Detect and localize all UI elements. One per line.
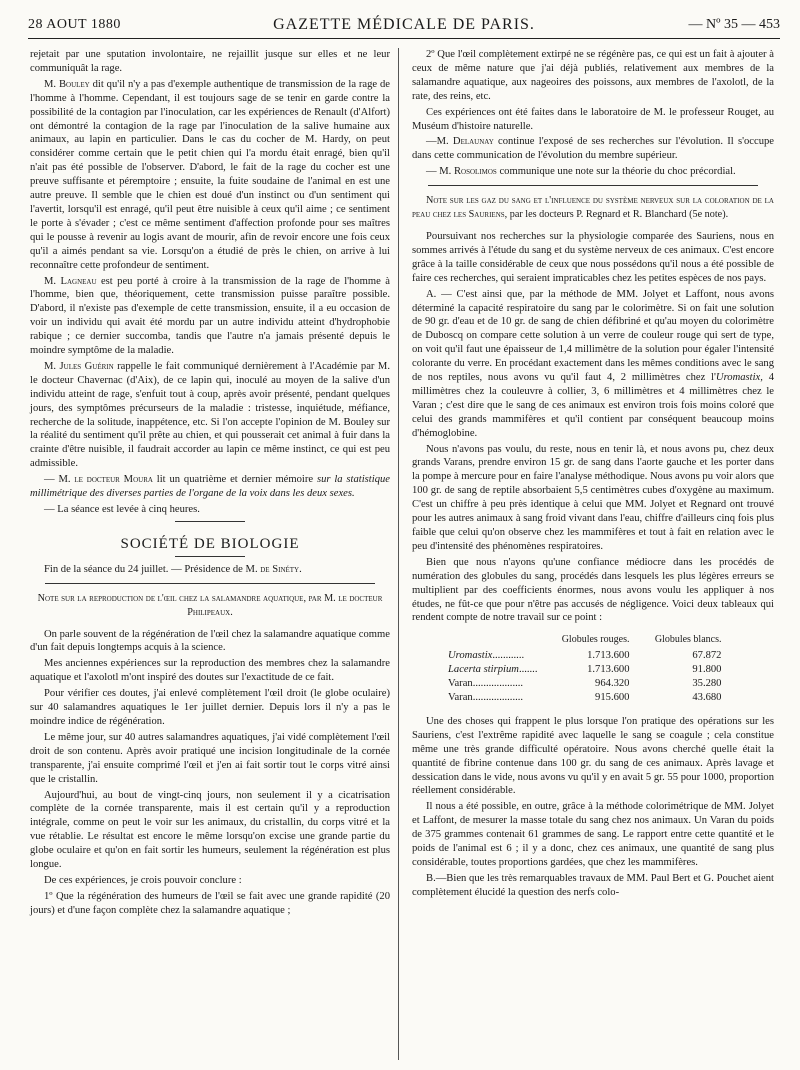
note-title-text: Note sur les gaz du sang et l'influence du système nerveux sur la coloration de la peau chez les Sauriens, <box>412 195 774 221</box>
paragraph: On parle souvent de la régénération de l'œil chez la salamandre aquatique comme d'un fait depuis longtemps acquis à la science. <box>30 628 390 654</box>
paragraph-text: est peu porté à croire à la transmission de la rage de l'homme à l'homme, bien que, théoriquement, cette transmission puisse paraître possible. D'abord, il n'existe pas d'exemple de cette transmission, ensuite, il a eu occasion de voir un individu qui avait été mordu par un autre individu atteint d'hydrophobie rabique ; ce dernier succomba, tandis que l'autre n'a jamais présenté depuis le moindre symptôme de la maladie. <box>30 275 390 357</box>
paragraph: Aujourd'hui, au bout de vingt-cinq jours, non seulement il y a cicatrisation complète de la cornée transparente, mais il est certain qu'il y a reproduction intégrale, comme on peut le voir sur les animaux, du cristallin, du corps vitré et la vue rétablie. Le résultat est encore le même lorsqu'on excise une grande partie du globe oculaire et qu'on en fait sortir les humeurs, seulement la régénération est plus longue. <box>30 789 390 871</box>
paragraph <box>30 78 390 273</box>
species-name: Varan <box>448 678 473 690</box>
paragraph: Poursuivant nos recherches sur la physiologie comparée des Sauriens, nous en sommes arrivés à l'étude du sang et du système nerveux de ces animaux. C'est encore grâce à la taille considérable de ceux que nous possédons qu'il nous a été possible de faire ces recherches, qui seraient impraticables chez les petites espèces de nos pays. <box>412 230 774 284</box>
table-header-row <box>442 633 727 649</box>
species-cell <box>442 663 543 677</box>
note-authors: par les docteurs P. Regnard et R. Blanchard (5e note). <box>509 209 729 221</box>
speaker-name: M. Jules Guérin <box>44 360 114 372</box>
table-row <box>442 677 727 691</box>
paragraph: Le même jour, sur 40 autres salamandres aquatiques, j'ai vidé complètement l'œil droit de son contenu. Après avoir pratiqué une incision longitudinale de la cornée transparente, j'ai ensuite comprimé l'œil et j'en ai fait sortir tout le corps vitré ainsi que le cristallin. <box>30 731 390 785</box>
note-title: Note sur la reproduction de l'œil chez la salamandre aquatique, par M. le docteur Philipeaux. <box>37 592 383 618</box>
paragraph: Pour vérifier ces doutes, j'ai enlevé complètement l'œil droit (le globe oculaire) sur 40 salamandres aquatiques le 1er juillet dernier. Depuis lors il n'y a pas le moindre indice de régénération. <box>30 688 390 727</box>
white-globules-cell: 35.280 <box>692 678 722 690</box>
section-rule <box>175 556 245 557</box>
paragraph <box>412 165 774 179</box>
paragraph-text: rappelle le fait communiqué dernièrement à l'Académie par M. le docteur Chavernac (d'Aix), de ce lapin qui, inoculé au moyen de la salive d'un individu atteint de rage, s'enfuit tout à coup, après avoir présenté, pendant quelques jours, des symptômes précurseurs de la maladie : tristesse, inquiétude, méfiance, recherche de la solitude, inappétence, etc. Si l'on accepte l'opinion de M. Bouley sur la réalité du sentiment qu'il prête au chien, et qui pousserait cet animal à fuir dans la crainte d'être nuisible, il faudrait accorder au lapin ce même instinct, ce qui est peu admissible. <box>30 360 390 470</box>
right-column <box>412 48 774 902</box>
speaker-name: — M. le docteur Moura <box>44 474 153 486</box>
white-globules-cell: 43.680 <box>692 691 722 703</box>
paragraph: Il nous a été possible, en outre, grâce à la méthode colorimétrique de MM. Jolyet et Laffont, de mesurer la masse totale du sang chez nos animaux. Un Varan du poids de 375 grammes contenait 61 grammes de sang. Le rapport entre cette quantité et le poids de l'animal est 6 ; il y a donc, chez ces animaux, une quantité de sang plus considérable, toutes proportions gardées, que chez les mammifères. <box>412 801 774 868</box>
paragraph: B.—Bien que les très remarquables travaux de MM. Paul Bert et G. Pouchet aient complètement élucidé la question des nerfs colo- <box>412 872 774 898</box>
issue-page-number: — Nº 35 — 453 <box>688 17 780 32</box>
paragraph <box>412 288 774 441</box>
leader-dots: ....... <box>518 664 538 676</box>
president-name: de Sinéty. <box>260 563 302 575</box>
left-column <box>30 48 390 920</box>
paragraph <box>412 135 774 163</box>
red-globules-cell: 915.600 <box>595 691 630 703</box>
paragraph-text: A. — C'est ainsi que, par la méthode de MM. Jolyet et Laffont, nous avons déterminé la capacité respiratoire du sang par le colorimètre. Si on fait une solution de 90 gr. d'eau et de 10 gr. de sang de chien défibriné et qu'au moyen du colorimètre de Duboscq on compare cette solution à un verre de couleur rouge qui sert de type, on voit qu'il faut une épaisseur de 1,4 millimètre de la solution pour égaler l'intensité colorante du verre. En procédant exactement dans les mêmes conditions avec le sang de nos reptiles, nous avons vu qu'il faut 4, 2 millimètres chez l' <box>412 288 774 384</box>
globules-table <box>442 633 727 705</box>
table-header-red: Globules rouges. <box>561 634 630 646</box>
note-rule <box>428 185 758 186</box>
section-title: SOCIÉTÉ DE BIOLOGIE <box>120 535 300 552</box>
table-body <box>442 649 727 705</box>
paragraph-text: communique une note sur la théorie du choc précordial. <box>499 166 736 178</box>
paragraph: 2º Que l'œil complètement extirpé ne se régénère pas, ce qui est un fait à ajouter à ceux de même nature que j'ai déjà publiés, relativement aux membres de la salamandre aquatique, aux nageoires des poissons, aux membres de l'axolotl, de la rate, des reins, etc. <box>412 49 774 102</box>
leader-dots: ................... <box>472 691 524 703</box>
speaker-name: —M. Delaunay <box>426 136 494 148</box>
note-rule <box>45 583 375 584</box>
speaker-name: M. Lagneau <box>44 275 97 287</box>
speaker-name: — M. Rosolimos <box>426 166 497 178</box>
paragraph: Une des choses qui frappent le plus lorsque l'on pratique des opérations sur les Sauriens, c'est l'extrême rapidité avec laquelle le sang se coagule ; cela constitue même une très grande difficulté opératoire. Nous avons cherché quelle était la quantité de fibrine contenue dans 100 gr. du sang de ces animaux. Après lavage et dessication dans le vide, nous avons vu qu'il y en avait 5 gr. 55 pour 1000, proportion réellement considérable. <box>412 715 774 797</box>
table-row <box>442 649 727 663</box>
paragraph: De ces expériences, je crois pouvoir conclure : <box>44 874 242 886</box>
species-name: Uromastix <box>448 650 493 662</box>
species-name: Uromastix, <box>715 372 763 384</box>
red-globules-cell: 1.713.600 <box>587 650 630 662</box>
paragraph <box>30 360 390 471</box>
section-rule <box>175 521 245 522</box>
paragraph <box>30 473 390 501</box>
session-text: Fin de la séance du 24 juillet. — Présidence de M. <box>44 563 258 575</box>
memoir-title: sur la statistique millimétrique des diverses parties de l'organe de la voix dans les deux sexes. <box>30 474 390 500</box>
table-row <box>442 691 727 705</box>
species-name: Lacerta stirpium <box>448 664 519 676</box>
column-divider <box>398 48 399 1060</box>
table-header-white: Globules blancs. <box>654 634 722 646</box>
paragraph: Mes anciennes expériences sur la reproduction des membres chez la salamandre aquatique et l'axolotl m'ont inspiré des doutes sur l'exactitude de ce fait. <box>30 658 390 684</box>
paragraph <box>30 275 390 358</box>
page-header <box>28 14 780 39</box>
paragraph-text: continue l'exposé de ses recherches sur l'évolution. Il s'occupe dans cette communication de l'évolution du membre supérieur. <box>412 136 774 162</box>
white-globules-cell: 91.800 <box>692 664 722 676</box>
speaker-name: M. Bouley <box>44 78 90 90</box>
leader-dots: ............ <box>492 650 525 662</box>
white-globules-cell: 67.872 <box>692 650 722 662</box>
paragraph: rejetait par une sputation involontaire, ne rejaillit jusque sur elles et ne leur communiquât la rage. <box>30 49 390 74</box>
paragraph: 1º Que la régénération des humeurs de l'œil se fait avec une grande rapidité (20 jours) et d'une façon complète chez la salamandre aquatique ; <box>30 890 390 916</box>
paragraph: Bien que nous n'ayons qu'une confiance médiocre dans les procédés de numération des globules du sang, procédés dans lesquels les plus légères erreurs se multiplient par des coefficients énormes, nous avons voulu les appliquer à nos études, ne fût-ce que pour n'être pas accusés de négligence. Voici deux tableaux qui rendent compte de notre travail sur ce point : <box>412 556 774 624</box>
table-row <box>442 663 727 677</box>
table-header-species <box>442 633 543 649</box>
session-line <box>30 563 390 577</box>
red-globules-cell: 1.713.600 <box>587 664 630 676</box>
species-cell <box>442 677 543 691</box>
paragraph: Nous n'avons pas voulu, du reste, nous en tenir là, et nous avons pu, chez deux grands Varans, prendre environ 15 gr. de sang dans l'aorte gauche et les porter dans la pompe à mercure pour en faire l'analyse méthodique. Nous avons pu voir alors que 100 gr. de sang de reptile absorbaient 5,5 centimètres cubes d'oxygène au maximum. C'est un chiffre à peu près identique à celui que MM. Jolyet et Regnard ont trouvé pour les autres animaux à sang froid vivant dans l'eau, chiffre d'ailleurs cinq fois plus faible que celui qu'on observe chez les mammifères et tout à fait en relation avec le peu d'intensité des phénomènes respiratoires. <box>412 443 774 552</box>
paragraph-text: lit un quatrième et dernier mémoire <box>156 474 314 486</box>
species-cell <box>442 649 543 663</box>
paragraph-text: dit qu'il n'y a pas d'exemple authentique de transmission de la rage de l'homme à l'homme. Cependant, il est toujours sage de se tenir en garde contre la possibilité de la contagion par l'inoculation, car les expériences de Renault (d'Alfort) ont démontré la contagion de la rage par l'inoculation de la salive humaine aux animaux, au lapin en particulier. Dans le cas du cocher de M. Hardy, on peut considérer comme certain que le petit chien qui l'a mordu était enragé, bien qu'il n'ait pas été possible de l'observer. D'abord, le fait de la rage du cocher est une preuve suffisante et péremptoire ; ensuite, la fuite soudaine de l'animal en est une autre preuve. Il semble que le chien est doué d'un instinct ou d'un sentiment qui l'avertit, lorsqu'il est enragé, qu'il peut être nuisible à ceux qu'il aime ; ce sentiment le porte à s'évader ; c'est ce même sentiment d'affection profonde pour ses maîtres qui le pousse à revenir au logis avant de mourir, afin de revoir encore une fois ceux qu'il a aimés pendant sa vie. Lorsqu'on a étudié de près le chien, on arrive à lui reconnaître cette profondeur de sentiment. <box>30 78 391 271</box>
paragraph: — La séance est levée à cinq heures. <box>44 504 200 515</box>
species-cell <box>442 691 543 705</box>
issue-date: 28 AOUT 1880 <box>28 17 121 32</box>
leader-dots: ................... <box>472 678 524 690</box>
paragraph-text: 4 millimètres chez la couleuvre à collier, 3, 6 millimètres et 4 millimètres chez le Varan ; c'est dire que le sang de ces animaux est environ trois fois moins coloré que celui des grands mammifères et qu'il contient par conséquent beaucoup moins d'hémoglobine. <box>412 372 774 439</box>
species-name: Varan <box>448 691 473 703</box>
note-title <box>412 194 774 222</box>
journal-title: GAZETTE MÉDICALE DE PARIS. <box>273 16 535 33</box>
red-globules-cell: 964.320 <box>595 678 630 690</box>
paragraph: Ces expériences ont été faites dans le laboratoire de M. le professeur Rouget, au Muséum d'histoire naturelle. <box>412 106 774 132</box>
